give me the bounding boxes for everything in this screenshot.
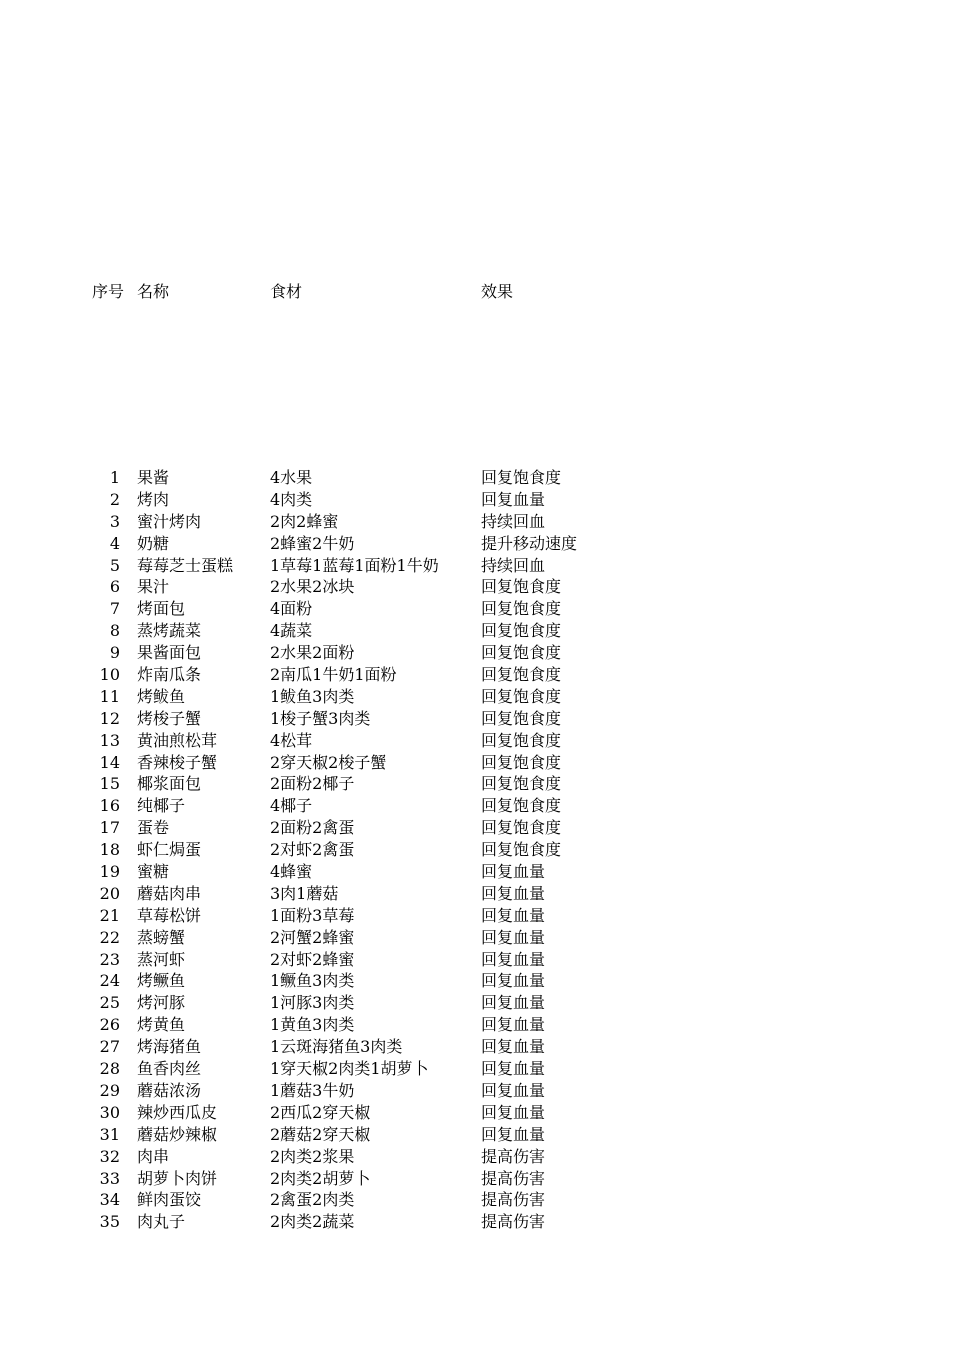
row-name: 烤肉 [137,489,170,509]
row-ingredients: 2肉类2胡萝卜 [270,1168,371,1188]
row-effect: 提高伤害 [481,1190,546,1210]
row-ingredients: 1河豚3肉类 [270,993,355,1013]
table-row [0,752,959,774]
row-index: 35 [99,1212,120,1232]
row-effect: 回复饱食度 [481,752,562,772]
row-name: 烤海猪鱼 [137,1037,202,1057]
table-row [0,970,959,992]
table-row [0,773,959,795]
row-ingredients: 1草莓1蓝莓1面粉1牛奶 [270,555,439,575]
table-row [0,817,959,839]
row-name: 蘑菇浓汤 [137,1080,202,1100]
row-effect: 回复饱食度 [481,708,562,728]
row-index: 18 [99,840,120,860]
table-row [0,883,959,905]
row-effect: 回复血量 [481,971,546,991]
row-ingredients: 2对虾2蜂蜜 [270,949,355,969]
row-name: 鲜肉蛋饺 [137,1190,202,1210]
row-effect: 持续回血 [481,511,546,531]
row-ingredients: 2水果2冰块 [270,577,355,597]
row-name: 香辣梭子蟹 [137,752,218,772]
row-index: 21 [99,905,120,925]
row-ingredients: 2面粉2椰子 [270,774,355,794]
row-ingredients: 2河蟹2蜂蜜 [270,927,355,947]
row-effect: 提高伤害 [481,1146,546,1166]
row-name: 胡萝卜肉饼 [137,1168,218,1188]
row-name: 鱼香肉丝 [137,1059,202,1079]
row-ingredients: 2水果2面粉 [270,643,355,663]
row-index: 3 [109,511,120,531]
row-index: 12 [99,708,120,728]
table-row [0,1014,959,1036]
row-index: 27 [99,1037,120,1057]
table-row [0,511,959,533]
table-row [0,992,959,1014]
row-index: 28 [99,1059,120,1079]
row-effect: 回复饱食度 [481,774,562,794]
row-index: 17 [99,818,120,838]
table-row [0,555,959,577]
table-row [0,1102,959,1124]
row-name: 烤梭子蟹 [137,708,202,728]
table-row [0,467,959,489]
table-row [0,1124,959,1146]
row-ingredients: 2面粉2禽蛋 [270,818,355,838]
row-index: 30 [99,1102,120,1122]
row-ingredients: 1穿天椒2肉类1胡萝卜 [270,1059,429,1079]
row-ingredients: 2对虾2禽蛋 [270,840,355,860]
header-effect: 效果 [481,282,514,301]
row-ingredients: 4蜂蜜 [270,862,313,882]
row-index: 7 [109,599,120,619]
row-name: 莓莓芝士蛋糕 [137,555,234,575]
row-name: 蛋卷 [137,818,170,838]
table-row [0,1168,959,1190]
row-name: 蜜糖 [137,862,170,882]
table-row [0,664,959,686]
row-index: 32 [99,1146,120,1166]
row-index: 29 [99,1080,120,1100]
row-name: 蒸河虾 [137,949,186,969]
row-name: 蒸烤蔬菜 [137,621,202,641]
row-ingredients: 1云斑海猪鱼3肉类 [270,1037,403,1057]
row-effect: 回复血量 [481,1102,546,1122]
row-effect: 回复血量 [481,489,546,509]
table-row [0,686,959,708]
row-index: 20 [99,883,120,903]
table-row [0,576,959,598]
row-name: 奶糖 [137,533,170,553]
row-index: 25 [99,993,120,1013]
row-ingredients: 1鳜鱼3肉类 [270,971,355,991]
table-row [0,489,959,511]
row-effect: 回复饱食度 [481,577,562,597]
row-name: 烤面包 [137,599,186,619]
table-row [0,927,959,949]
row-effect: 回复饱食度 [481,468,562,487]
row-ingredients: 4水果 [270,468,313,487]
row-effect: 回复血量 [481,949,546,969]
row-effect: 回复血量 [481,905,546,925]
row-effect: 回复血量 [481,1124,546,1144]
row-effect: 回复饱食度 [481,643,562,663]
row-index: 8 [109,621,120,641]
row-index: 9 [109,643,120,663]
row-ingredients: 1鲅鱼3肉类 [270,686,355,706]
row-name: 肉丸子 [137,1212,186,1232]
row-index: 33 [99,1168,120,1188]
header-index: 序号 [92,282,125,301]
row-effect: 提高伤害 [481,1212,546,1232]
row-effect: 回复血量 [481,1015,546,1035]
row-ingredients: 4蔬菜 [270,621,313,641]
table-row [0,1146,959,1168]
row-ingredients: 1梭子蟹3肉类 [270,708,371,728]
row-ingredients: 1蘑菇3牛奶 [270,1080,355,1100]
table-row [0,620,959,642]
row-effect: 回复血量 [481,993,546,1013]
table-row [0,905,959,927]
row-effect: 回复饱食度 [481,599,562,619]
table-row [0,708,959,730]
header-ingredients: 食材 [270,282,303,301]
row-effect: 回复饱食度 [481,621,562,641]
row-ingredients: 2蜂蜜2牛奶 [270,533,355,553]
row-effect: 持续回血 [481,555,546,575]
table-row [0,642,959,664]
row-name: 烤鲅鱼 [137,686,186,706]
row-ingredients: 4椰子 [270,796,313,816]
row-index: 19 [99,862,120,882]
row-ingredients: 4松茸 [270,730,313,750]
row-index: 23 [99,949,120,969]
header-name: 名称 [137,282,170,301]
table-row [0,1080,959,1102]
table-row [0,598,959,620]
row-index: 1 [109,468,120,487]
row-effect: 回复饱食度 [481,840,562,860]
row-name: 椰浆面包 [137,774,202,794]
row-ingredients: 4肉类 [270,489,313,509]
row-name: 肉串 [137,1146,170,1166]
row-effect: 回复血量 [481,1059,546,1079]
table-row [0,1058,959,1080]
table-row [0,1189,959,1211]
row-name: 虾仁焗蛋 [137,840,202,860]
row-name: 纯椰子 [137,796,186,816]
row-name: 烤河豚 [137,993,186,1013]
row-index: 13 [99,730,120,750]
row-index: 34 [99,1190,120,1210]
row-effect: 回复血量 [481,862,546,882]
row-ingredients: 2蘑菇2穿天椒 [270,1124,371,1144]
row-ingredients: 2穿天椒2梭子蟹 [270,752,387,772]
row-index: 15 [99,774,120,794]
row-effect: 回复饱食度 [481,818,562,838]
row-index: 10 [99,665,120,685]
row-index: 16 [99,796,120,816]
row-name: 蘑菇炒辣椒 [137,1124,218,1144]
row-effect: 回复血量 [481,1037,546,1057]
row-name: 蒸螃蟹 [137,927,186,947]
row-name: 草莓松饼 [137,905,202,925]
row-name: 黄油煎松茸 [137,730,218,750]
table-row [0,839,959,861]
row-index: 31 [99,1124,120,1144]
table-row [0,949,959,971]
row-effect: 回复饱食度 [481,686,562,706]
table-row [0,861,959,883]
row-ingredients: 3肉1蘑菇 [270,883,339,903]
row-ingredients: 1面粉3草莓 [270,905,355,925]
row-ingredients: 2肉2蜂蜜 [270,511,339,531]
row-index: 5 [109,555,120,575]
table-body [0,467,959,1233]
row-effect: 回复血量 [481,883,546,903]
row-ingredients: 2西瓜2穿天椒 [270,1102,371,1122]
row-index: 6 [109,577,120,597]
row-index: 22 [99,927,120,947]
row-effect: 回复饱食度 [481,730,562,750]
row-ingredients: 2肉类2蔬菜 [270,1212,355,1232]
row-name: 果酱面包 [137,643,202,663]
table-row [0,1211,959,1233]
row-index: 26 [99,1015,120,1035]
row-effect: 回复饱食度 [481,665,562,685]
row-name: 烤黄鱼 [137,1015,186,1035]
row-name: 辣炒西瓜皮 [137,1102,218,1122]
row-effect: 回复血量 [481,927,546,947]
row-index: 14 [99,752,120,772]
row-index: 24 [99,971,120,991]
row-effect: 回复饱食度 [481,796,562,816]
row-name: 蜜汁烤肉 [137,511,202,531]
row-ingredients: 2禽蛋2肉类 [270,1190,355,1210]
row-effect: 提高伤害 [481,1168,546,1188]
table-header [0,281,959,305]
row-ingredients: 2肉类2浆果 [270,1146,355,1166]
row-name: 炸南瓜条 [137,665,202,685]
table-row [0,730,959,752]
row-index: 4 [109,533,120,553]
row-index: 11 [99,686,120,706]
row-ingredients: 2南瓜1牛奶1面粉 [270,665,397,685]
table-row [0,1036,959,1058]
row-name: 果汁 [137,577,170,597]
table-row [0,795,959,817]
row-ingredients: 4面粉 [270,599,313,619]
row-ingredients: 1黄鱼3肉类 [270,1015,355,1035]
row-effect: 回复血量 [481,1080,546,1100]
row-name: 蘑菇肉串 [137,883,202,903]
row-name: 烤鳜鱼 [137,971,186,991]
table-row [0,533,959,555]
row-name: 果酱 [137,468,170,487]
row-effect: 提升移动速度 [481,533,578,553]
row-index: 2 [109,489,120,509]
